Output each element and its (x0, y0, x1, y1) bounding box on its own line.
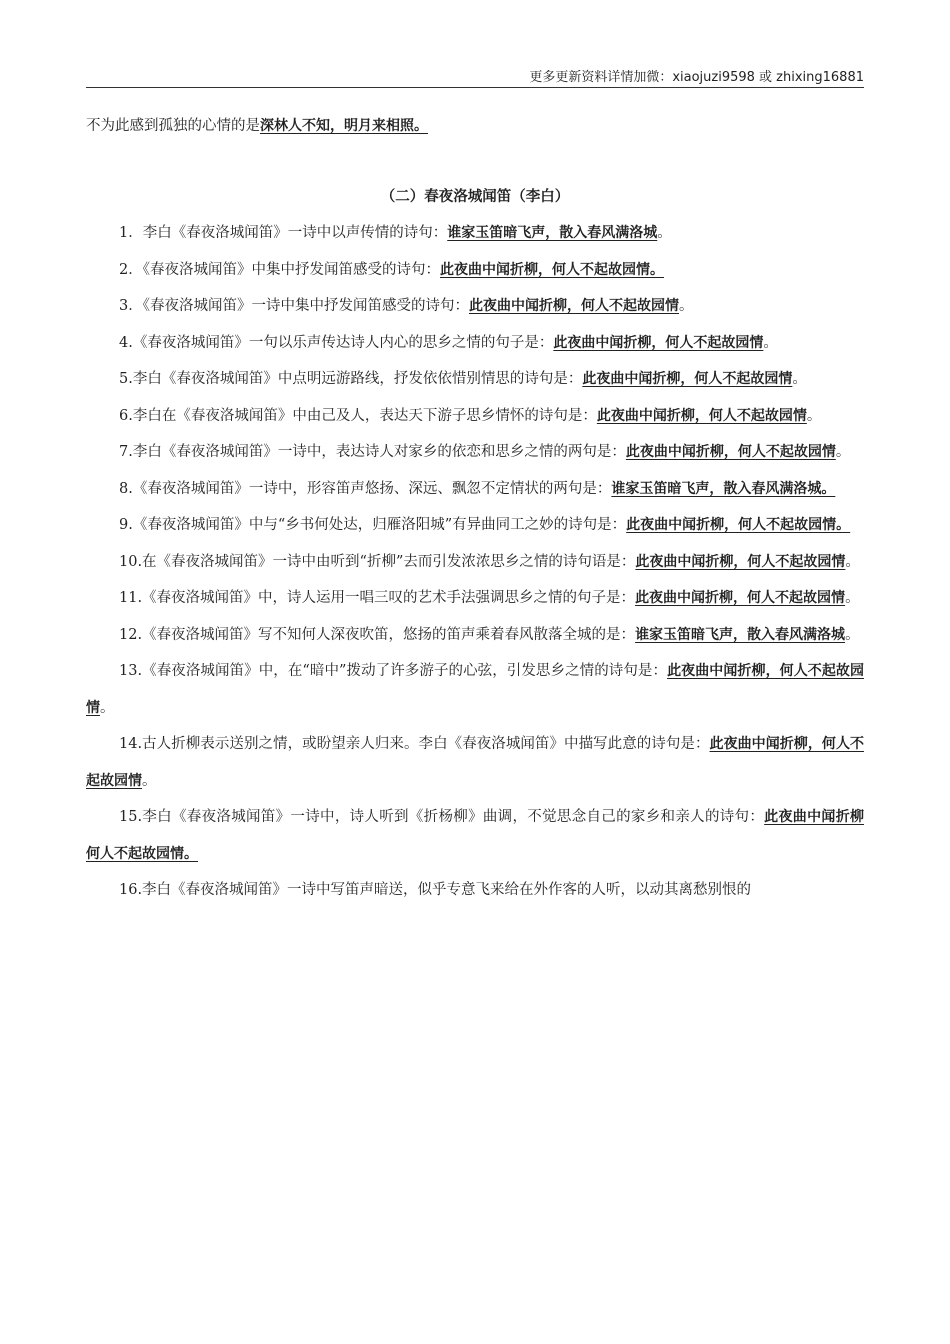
question-item (86, 252, 864, 289)
question-item (86, 215, 864, 252)
question-text: 2．《春夜洛城闻笛》中集中抒发闻笛感受的诗句： (119, 261, 440, 278)
question-end: 。 (835, 444, 851, 460)
answer-text: 此夜曲中闻折柳，何人不起故园情 (582, 371, 793, 387)
question-text: 1．李白《春夜洛城闻笛》一诗中以声传情的诗句： (119, 225, 448, 241)
question-item (86, 434, 864, 471)
answer-text: 谁家玉笛暗飞声，散入春风满洛城 (447, 225, 658, 241)
question-text: 3．《春夜洛城闻笛》一诗中集中抒发闻笛感受的诗句： (119, 298, 469, 314)
question-item (86, 325, 864, 362)
question-text: 6.李白在《春夜洛城闻笛》中由己及人，表达天下游子思乡情怀的诗句是： (119, 407, 597, 424)
question-item (86, 799, 864, 872)
question-text: 11.《春夜洛城闻笛》中，诗人运用一唱三叹的艺术手法强调思乡之情的句子是： (119, 590, 636, 606)
question-end: 。 (845, 626, 860, 643)
question-item (86, 361, 864, 398)
question-end: 。 (657, 225, 672, 241)
answer-text: 此夜曲中闻折柳，何人不起故园情 (635, 553, 846, 570)
question-end: 。 (678, 298, 694, 314)
question-end: 。 (845, 553, 860, 570)
intro-prefix: 不为此感到孤独的心情的是 (86, 118, 260, 134)
question-text: 4.《春夜洛城闻笛》一句以乐声传达诗人内心的思乡之情的句子是： (119, 334, 554, 351)
question-item (86, 653, 864, 726)
document-body (86, 108, 864, 909)
answer-text: 此夜曲中闻折柳，何人不起故园情 (468, 298, 679, 314)
question-item (86, 872, 864, 909)
question-text: 10.在《春夜洛城闻笛》一诗中由听到“折柳”去而引发浓浓思乡之情的诗句语是： (119, 553, 636, 570)
answer-text: 谁家玉笛暗飞声，散入春风满洛城。 (611, 480, 836, 497)
answer-text: 此夜曲中闻折柳，何人不起故园情。 (626, 517, 851, 533)
question-text: 8.《春夜洛城闻笛》一诗中，形容笛声悠扬、深远、飘忽不定情状的两句是： (119, 480, 612, 497)
question-end: 。 (763, 334, 778, 351)
question-text: 7.李白《春夜洛城闻笛》一诗中，表达诗人对家乡的依恋和思乡之情的两句是： (119, 444, 626, 460)
question-text: 9.《春夜洛城闻笛》中与“乡书何处达，归雁洛阳城”有异曲同工之妙的诗句是： (119, 517, 627, 533)
answer-text: 此夜曲中闻折柳，何人不起故园情 (86, 663, 864, 716)
answer-text: 此夜曲中闻折柳，何人不起故园情 (553, 334, 764, 351)
answer-text: 此夜曲中闻折柳，何人不起故园情 (596, 407, 807, 424)
answer-text: 此夜曲中闻折柳 何人不起故园情。 (86, 809, 865, 862)
answer-text: 此夜曲中闻折柳，何人不起故园情。 (439, 261, 664, 278)
question-text: 14.古人折柳表示送别之情，或盼望亲人归来。李白《春夜洛城闻笛》中描写此意的诗句是： (119, 736, 710, 752)
question-item (86, 398, 864, 435)
question-item (86, 507, 864, 544)
question-end: 。 (806, 407, 822, 424)
question-item (86, 580, 864, 617)
intro-answer: 深林人不知，明月来相照。 (260, 118, 428, 134)
question-end: 。 (845, 590, 860, 606)
intro-line (86, 108, 864, 145)
question-text: 12.《春夜洛城闻笛》写不知何人深夜吹笛，悠扬的笛声乘着春风散落全城的是： (119, 626, 636, 643)
answer-text: 此夜曲中闻折柳，何人不起故园情 (635, 590, 846, 606)
question-text: 15.李白《春夜洛城闻笛》一诗中，诗人听到《折杨柳》曲调，不觉思念自己的家乡和亲人的诗句： (119, 809, 765, 825)
question-item (86, 288, 864, 325)
question-text: 13.《春夜洛城闻笛》中，在“暗中”拨动了许多游子的心弦，引发思乡之情的诗句是： (119, 663, 668, 679)
section-title: （二）春夜洛城闻笛（李白） (380, 188, 570, 205)
question-item (86, 544, 864, 581)
question-text: 5.李白《春夜洛城闻笛》中点明远游路线，抒发依依惜别情思的诗句是： (119, 371, 583, 387)
answer-text: 此夜曲中闻折柳，何人不起故园情 (625, 444, 836, 460)
answer-text: 谁家玉笛暗飞声，散入春风满洛城 (635, 626, 846, 643)
question-item (86, 471, 864, 508)
question-end: 。 (792, 371, 807, 387)
question-end: 。 (142, 772, 157, 789)
header-divider (86, 87, 864, 88)
page-header-text: 更多更新资料详情加微：xiaojuzi9598 或 zhixing16881 (529, 70, 864, 85)
question-end: 。 (100, 699, 115, 716)
question-text: 16.李白《春夜洛城闻笛》一诗中写笛声暗送，似乎专意飞来给在外作客的人听，以动其离愁别恨的 (119, 882, 752, 898)
answer-text: 此夜曲中闻折柳，何人不起故园情 (86, 736, 865, 789)
question-item (86, 617, 864, 654)
question-item (86, 726, 864, 799)
